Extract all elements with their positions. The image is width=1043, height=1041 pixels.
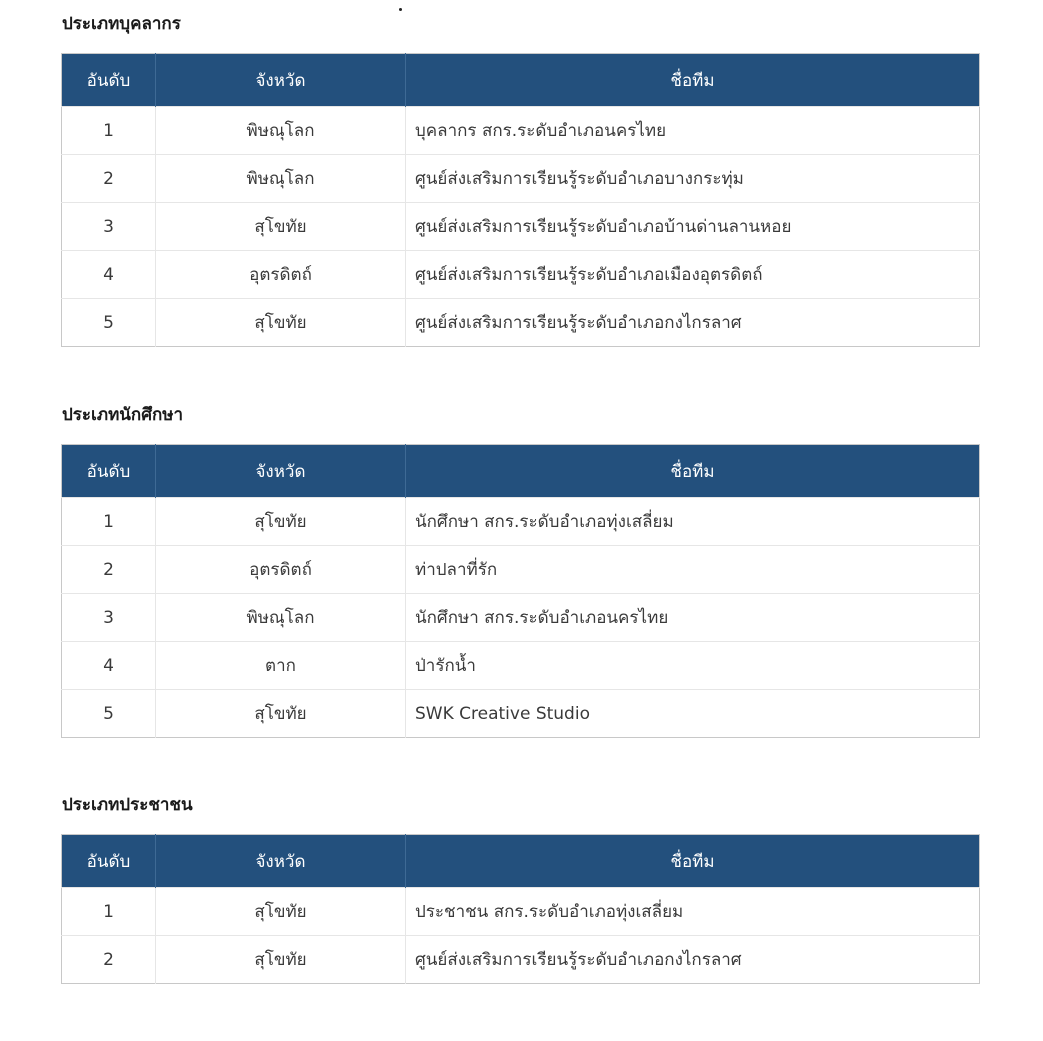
header-province: จังหวัด <box>156 835 406 888</box>
team-cell: ศูนย์ส่งเสริมการเรียนรู้ระดับอำเภอบางกระทุ่ม <box>406 155 980 203</box>
province-cell: พิษณุโลก <box>156 594 406 642</box>
team-cell: ศูนย์ส่งเสริมการเรียนรู้ระดับอำเภอกงไกรลาศ <box>406 936 980 984</box>
header-province: จังหวัด <box>156 445 406 498</box>
rank-cell: 3 <box>62 594 156 642</box>
rank-cell: 1 <box>62 498 156 546</box>
ranking-table-public <box>61 834 980 984</box>
header-rank: อันดับ <box>62 835 156 888</box>
table-header-row <box>62 445 980 498</box>
province-cell: สุโขทัย <box>156 203 406 251</box>
table-row <box>62 936 980 984</box>
table-row <box>62 594 980 642</box>
table-row <box>62 299 980 347</box>
team-cell: SWK Creative Studio <box>406 690 980 738</box>
team-cell: ศูนย์ส่งเสริมการเรียนรู้ระดับอำเภอกงไกรลาศ <box>406 299 980 347</box>
rank-cell: 5 <box>62 299 156 347</box>
province-cell: พิษณุโลก <box>156 107 406 155</box>
header-rank: อันดับ <box>62 54 156 107</box>
table-row <box>62 642 980 690</box>
province-cell: พิษณุโลก <box>156 155 406 203</box>
team-cell: ประชาชน สกร.ระดับอำเภอทุ่งเสลี่ยม <box>406 888 980 936</box>
table-row <box>62 888 980 936</box>
header-team: ชื่อทีม <box>406 835 980 888</box>
ranking-table-students <box>61 444 980 738</box>
province-cell: อุตรดิตถ์ <box>156 251 406 299</box>
rank-cell: 2 <box>62 936 156 984</box>
ranking-table-staff <box>61 53 980 347</box>
team-cell: ป่ารักน้ำ <box>406 642 980 690</box>
province-cell: สุโขทัย <box>156 690 406 738</box>
header-team: ชื่อทีม <box>406 54 980 107</box>
team-cell: บุคลากร สกร.ระดับอำเภอนครไทย <box>406 107 980 155</box>
section-title-students: ประเภทนักศึกษา <box>62 405 184 425</box>
rank-cell: 1 <box>62 888 156 936</box>
rank-cell: 4 <box>62 251 156 299</box>
rank-cell: 5 <box>62 690 156 738</box>
section-title-public: ประเภทประชาชน <box>62 795 193 815</box>
table-row <box>62 155 980 203</box>
province-cell: สุโขทัย <box>156 936 406 984</box>
table-header-row <box>62 54 980 107</box>
team-cell: ท่าปลาที่รัก <box>406 546 980 594</box>
section-title-staff: ประเภทบุคลากร <box>62 14 181 34</box>
team-cell: ศูนย์ส่งเสริมการเรียนรู้ระดับอำเภอเมืองอุตรดิตถ์ <box>406 251 980 299</box>
table-header-row <box>62 835 980 888</box>
rank-cell: 2 <box>62 546 156 594</box>
table-row <box>62 690 980 738</box>
table-row <box>62 498 980 546</box>
team-cell: ศูนย์ส่งเสริมการเรียนรู้ระดับอำเภอบ้านด่านลานหอย <box>406 203 980 251</box>
table-row <box>62 546 980 594</box>
rank-cell: 3 <box>62 203 156 251</box>
header-province: จังหวัด <box>156 54 406 107</box>
province-cell: สุโขทัย <box>156 888 406 936</box>
header-team: ชื่อทีม <box>406 445 980 498</box>
rank-cell: 2 <box>62 155 156 203</box>
rank-cell: 4 <box>62 642 156 690</box>
team-cell: นักศึกษา สกร.ระดับอำเภอทุ่งเสลี่ยม <box>406 498 980 546</box>
table-row <box>62 203 980 251</box>
rank-cell: 1 <box>62 107 156 155</box>
province-cell: ตาก <box>156 642 406 690</box>
stray-dot <box>399 8 402 11</box>
header-rank: อันดับ <box>62 445 156 498</box>
table-row <box>62 251 980 299</box>
province-cell: สุโขทัย <box>156 299 406 347</box>
table-row <box>62 107 980 155</box>
province-cell: สุโขทัย <box>156 498 406 546</box>
province-cell: อุตรดิตถ์ <box>156 546 406 594</box>
team-cell: นักศึกษา สกร.ระดับอำเภอนครไทย <box>406 594 980 642</box>
